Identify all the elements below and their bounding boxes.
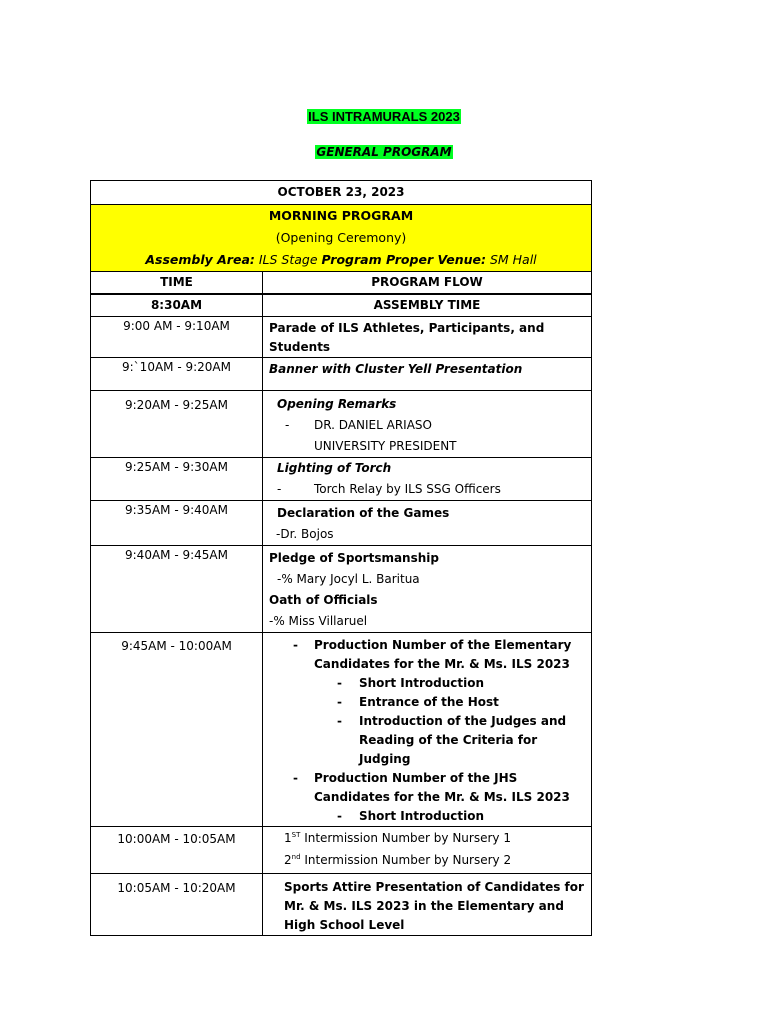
time-cell: 9:00 AM - 9:10AM	[91, 317, 263, 358]
flow-cell	[263, 827, 592, 874]
time-cell: 9:`10AM - 9:20AM	[91, 358, 263, 391]
list-item: - Introduction of the Judges and Reading of the Criteria for Judging	[337, 714, 567, 766]
flow-sub-item: -Dr. Bojos	[276, 527, 334, 541]
venue-label: Program Proper Venue:	[321, 252, 486, 267]
flow-cell: Sports Attire Presentation of Candidates for Mr. & Ms. ILS 2023 in the Elementary and High School Level	[263, 874, 592, 936]
table-row	[91, 391, 592, 458]
table-row	[91, 874, 592, 936]
flow-title: Declaration of the Games	[277, 506, 450, 520]
table-row	[91, 458, 592, 501]
list-item: - Short Introduction	[337, 809, 485, 823]
col-header-time: TIME	[91, 272, 263, 295]
flow-cell	[263, 501, 592, 546]
col-header-flow: PROGRAM FLOW	[263, 272, 592, 295]
document-title: ILS INTRAMURALS 2023	[308, 109, 460, 124]
flow-sub-item: UNIVERSITY PRESIDENT	[314, 439, 457, 453]
time-cell: 9:35AM - 9:40AM	[91, 501, 263, 546]
date-row	[91, 181, 592, 205]
section-header	[91, 205, 592, 272]
section-title: MORNING PROGRAM	[268, 208, 414, 223]
table-row	[91, 633, 592, 827]
table-row	[91, 827, 592, 874]
flow-cell	[263, 458, 592, 501]
table-row	[91, 358, 592, 391]
flow-cell: Banner with Cluster Yell Presentation	[263, 358, 592, 391]
section-subtitle: (Opening Ceremony)	[275, 230, 407, 245]
flow-title: Opening Remarks	[277, 397, 397, 411]
flow-sub-item: - DR. DANIEL ARIASO	[285, 418, 432, 432]
time-cell: 9:20AM - 9:25AM	[91, 391, 263, 458]
list-item: - Entrance of the Host	[337, 695, 499, 709]
flow-cell	[263, 546, 592, 633]
flow-sub-item: - Torch Relay by ILS SSG Officers	[277, 482, 501, 496]
column-header-row	[91, 272, 592, 295]
time-cell: 9:25AM - 9:30AM	[91, 458, 263, 501]
list-item: - Production Number of the Elementary Candidates for the Mr. & Ms. ILS 2023	[293, 638, 572, 671]
flow-cell: ASSEMBLY TIME	[263, 294, 592, 317]
list-item: - Short Introduction	[337, 676, 485, 690]
time-cell: 8:30AM	[91, 294, 263, 317]
flow-title: Pledge of Sportsmanship	[269, 551, 439, 565]
time-cell: 10:00AM - 10:05AM	[91, 827, 263, 874]
table-row	[91, 294, 592, 317]
document-subtitle: GENERAL PROGRAM	[316, 145, 452, 159]
assembly-value: ILS Stage	[254, 252, 322, 267]
date-cell: OCTOBER 23, 2023	[91, 181, 592, 205]
flow-cell	[263, 633, 592, 827]
list-item: - Production Number of the JHS Candidates for the Mr. & Ms. ILS 2023	[293, 771, 570, 804]
flow-title: Lighting of Torch	[277, 461, 392, 475]
venue-value: SM Hall	[485, 252, 537, 267]
intermission-2: 2nd Intermission Number by Nursery 2	[284, 853, 512, 867]
intermission-1: 1ST Intermission Number by Nursery 1	[284, 831, 511, 845]
assembly-label: Assembly Area:	[145, 252, 255, 267]
flow-cell	[263, 391, 592, 458]
flow-cell: Parade of ILS Athletes, Participants, and Students	[263, 317, 592, 358]
table-row	[91, 317, 592, 358]
time-cell: 10:05AM - 10:20AM	[91, 874, 263, 936]
program-table	[90, 180, 592, 936]
time-cell: 9:40AM - 9:45AM	[91, 546, 263, 633]
flow-sub-item: -% Mary Jocyl L. Baritua	[277, 572, 420, 586]
flow-sub-item: -% Miss Villaruel	[269, 614, 368, 628]
table-row	[91, 501, 592, 546]
time-cell: 9:45AM - 10:00AM	[91, 633, 263, 827]
flow-title: Oath of Officials	[269, 593, 378, 607]
table-row	[91, 546, 592, 633]
section-header-row	[91, 205, 592, 272]
venue-line	[97, 249, 585, 271]
